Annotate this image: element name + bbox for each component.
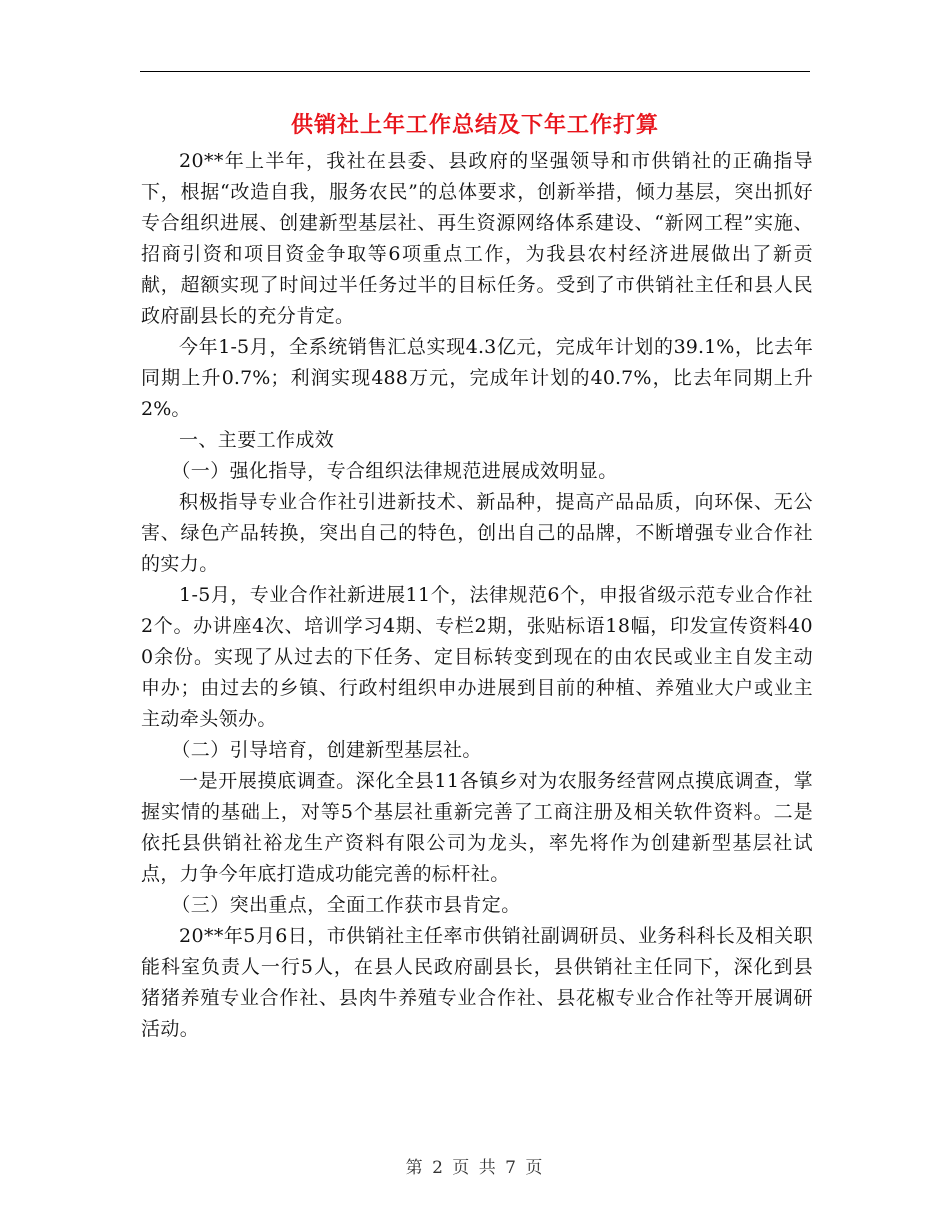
paragraph-cooperative-guidance: 积极指导专业合作社引进新技术、新品种，提高产品品质，向环保、无公害、绿色产品转换，突出自己的特色，创出自己的品牌，不断增强专业合作社的实力。 bbox=[141, 491, 813, 575]
document-body bbox=[141, 146, 813, 1045]
header-rule bbox=[140, 71, 810, 72]
page-number-footer: 第 2 页 共 7 页 bbox=[405, 1158, 545, 1178]
section-heading-main-results: 一、主要工作成效 bbox=[179, 429, 335, 451]
subsection-heading-2: （二）引导培育，创建新型基层社。 bbox=[171, 739, 482, 761]
subsection-heading-1: （一）强化指导，专合组织法律规范进展成效明显。 bbox=[171, 460, 618, 482]
paragraph-intro: 20**年上半年，我社在县委、县政府的坚强领导和市供销社的正确指导下，根据“改造自我，服务农民”的总体要求，创新举措，倾力基层，突出抓好专合组织进展、创建新型基层社、再生资源网络体系建设、“新网工程”实施、招商引资和项目资金争取等6项重点工作，为我县农村经济进展做出了新贡献，超额实现了时间过半任务过半的目标任务。受到了市供销社主任和县人民政府副县长的充分肯定。 bbox=[141, 150, 813, 327]
document-title: 供销社上年工作总结及下年工作打算 bbox=[290, 112, 659, 138]
paragraph-cooperative-stats: 1-5月，专业合作社新进展11个，法律规范6个，申报省级示范专业合作社2个。办讲座4次、培训学习4期、专栏2期，张贴标语18幅，印发宣传资料400余份。实现了从过去的下任务、定目标转变到现在的由农民或业主自发主动申办；由过去的乡镇、行政村组织申办进展到目前的种植、养殖业大户或业主主动牵头领办。 bbox=[141, 584, 813, 730]
paragraph-grassroots-survey: 一是开展摸底调查。深化全县11各镇乡对为农服务经营网点摸底调查，掌握实情的基础上，对等5个基层社重新完善了工商注册及相关软件资料。二是依托县供销社裕龙生产资料有限公司为龙头，率先将作为创建新型基层社试点，力争今年底打造成功能完善的标杆社。 bbox=[141, 770, 813, 885]
subsection-heading-3: （三）突出重点，全面工作获市县肯定。 bbox=[171, 894, 521, 916]
paragraph-sales-figures: 今年1-5月，全系统销售汇总实现4.3亿元，完成年计划的39.1%，比去年同期上升0.7%；利润实现488万元，完成年计划的40.7%，比去年同期上升2%。 bbox=[141, 336, 813, 420]
paragraph-inspection-visit: 20**年5月6日，市供销社主任率市供销社副调研员、业务科科长及相关职能科室负责人一行5人，在县人民政府副县长，县供销社主任同下，深化到县猪猪养殖专业合作社、县肉牛养殖专业合作社、县花椒专业合作社等开展调研活动。 bbox=[141, 925, 813, 1040]
